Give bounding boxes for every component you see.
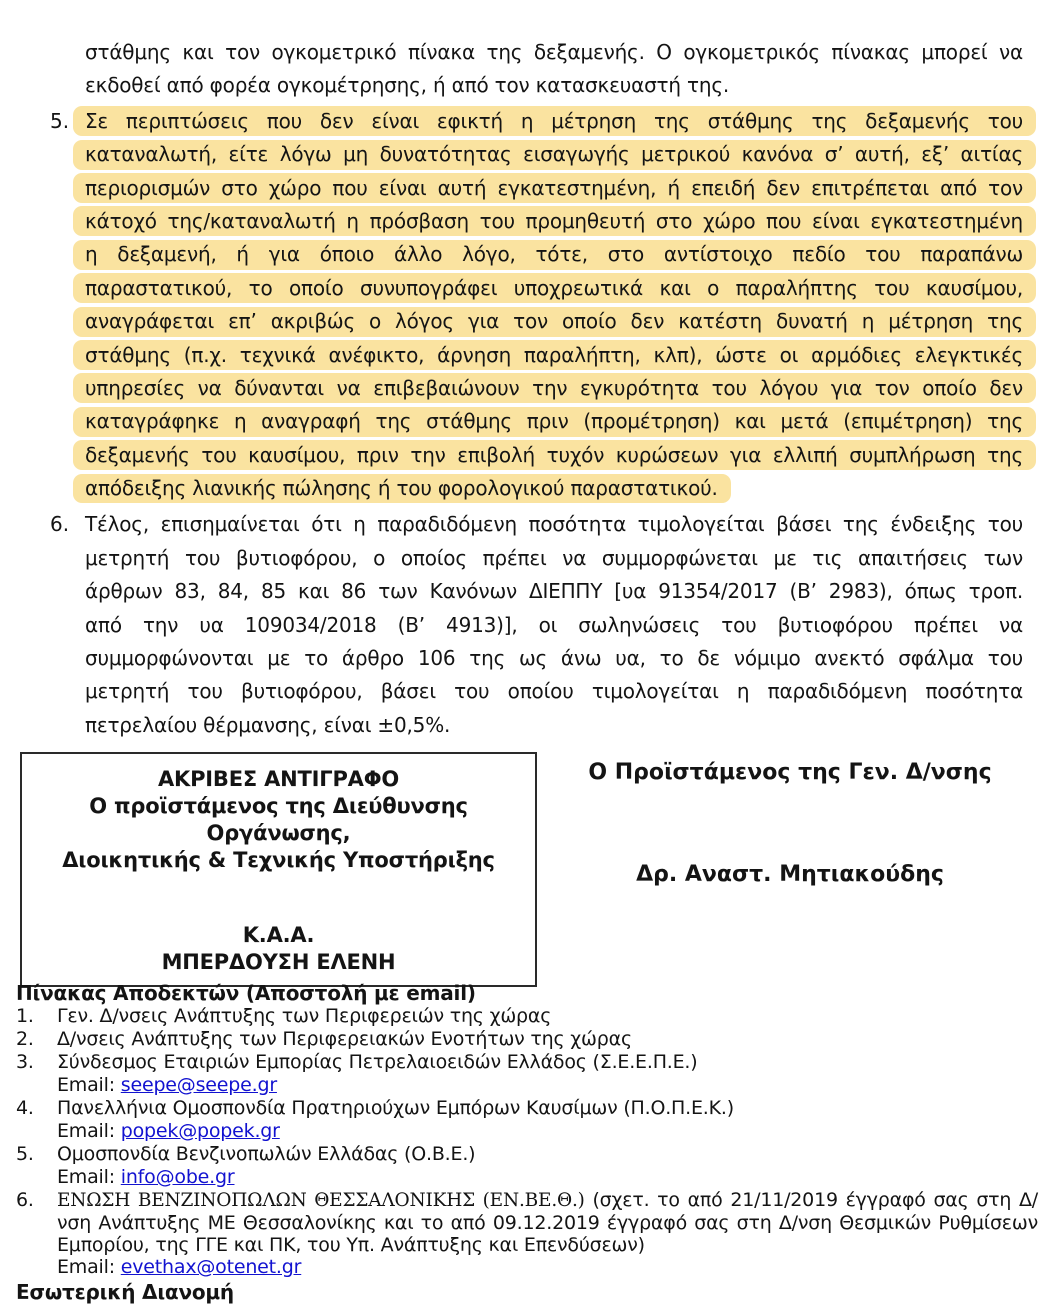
recipient-org-name: (σχετ. το από 21/11/2019 έγγραφό σας στη Δ/νση Ανάπτυξης ΜΕ Θεσσαλονίκης και το από 09.12.2019 έγγραφό σας στη Δ/νση Θεσμικών Ρυθμίσεων Εμπορίου, της ΓΓΕ και ΠΚ, του Υπ. Ανάπτυξης και Επενδύσεων) bbox=[57, 1189, 1039, 1256]
recipient-number: 4. bbox=[16, 1097, 34, 1119]
email-link[interactable]: popek@popek.gr bbox=[120, 1120, 280, 1142]
signature-signer-name: ΜΠΕΡΔΟΥΣΗ ΕΛΕΝΗ bbox=[161, 950, 396, 974]
highlighted-line: περιορισμών στο χώρο που είναι αυτή εγκατεστημένη, ή επειδή δεν επιτρέπεται από τον bbox=[85, 172, 1023, 205]
body-line: πετρελαίου θέρμανσης, είναι ±0,5%. bbox=[85, 712, 451, 737]
right-signature-name: Δρ. Αναστ. Μητιακούδης bbox=[636, 862, 944, 887]
recipient-text bbox=[57, 1097, 1038, 1120]
recipient-number: 5. bbox=[16, 1143, 34, 1165]
highlighted-line: καταναλωτή, είτε λόγω μη δυνατότητας εισαγωγής μετρικού κανόνα σ’ αυτή, εξ’ αιτίας bbox=[85, 138, 1023, 171]
body-line: άρθρων 83, 84, 85 και 86 των Κανόνων ΔΙΕΠΠΥ [υα 91354/2017 (Β’ 2983), όπως τροπ. bbox=[85, 579, 1023, 604]
highlighted-line: καταγράφηκε η αναγραφή της στάθμης πριν (προμέτρηση) και μετά (επιμέτρηση) της bbox=[85, 405, 1023, 438]
email-link[interactable]: seepe@seepe.gr bbox=[120, 1074, 277, 1096]
list-item-5 bbox=[50, 105, 1023, 506]
recipient-body bbox=[57, 1097, 1038, 1143]
recipient-org-serif: ΕΝΩΣΗ ΒΕΝΖΙΝΟΠΩΛΩΝ ΘΕΣΣΑΛΟΝΙΚΗΣ (ΕΝ.ΒΕ.Θ.) bbox=[57, 1190, 585, 1211]
list-item-5-number: 5. bbox=[50, 108, 70, 133]
recipient-body bbox=[57, 1189, 1038, 1279]
highlighted-line: απόδειξης λιανικής πώλησης ή του φορολογικού παραστατικού. bbox=[85, 472, 718, 505]
recipient-email-row bbox=[57, 1074, 1038, 1097]
highlighted-line: δεξαμενής του καυσίμου, πριν την επιβολή τυχόν κυρώσεων για ελλιπή συμπλήρωση της bbox=[85, 439, 1023, 472]
recipients-section bbox=[16, 981, 1038, 1304]
recipient-item bbox=[16, 1028, 1038, 1051]
certified-copy-box bbox=[20, 752, 537, 987]
recipient-body bbox=[57, 1005, 1038, 1028]
recipient-item bbox=[16, 1051, 1038, 1097]
recipients-list bbox=[16, 1005, 1038, 1279]
highlighted-paragraph bbox=[85, 105, 1023, 506]
body-line: μετρητή του βυτιοφόρου, ο οποίος πρέπει να συμμορφώνεται με τις απαιτήσεις των bbox=[85, 545, 1023, 570]
recipient-org-name: Σύνδεσμος Εταιριών Εμπορίας Πετρελαιοειδών Ελλάδος (Σ.Ε.Ε.Π.Ε.) bbox=[57, 1051, 698, 1073]
highlighted-line: η δεξαμενή, ή για όποιο άλλο λόγο, τότε, στο αντίστοιχο πεδίο του παραπάνω bbox=[85, 238, 1023, 271]
email-link[interactable]: info@obe.gr bbox=[120, 1166, 235, 1188]
recipient-email-row bbox=[57, 1256, 1038, 1279]
email-label: Email: bbox=[57, 1120, 121, 1142]
recipient-item bbox=[16, 1189, 1038, 1279]
highlighted-line: παραστατικού, το οποίο συνυπογράφει υποχρεωτικά και ο παραλήπτης του καυσίμου, bbox=[85, 272, 1023, 305]
recipient-org-name: Ομοσπονδία Βενζινοπωλών Ελλάδας (Ο.Β.Ε.) bbox=[57, 1143, 476, 1165]
internal-distribution-heading: Εσωτερική Διανομή bbox=[16, 1280, 234, 1304]
recipient-item bbox=[16, 1005, 1038, 1028]
recipient-number: 3. bbox=[16, 1051, 34, 1073]
recipient-org-name: Πανελλήνια Ομοσπονδία Πρατηριούχων Εμπόρων Καυσίμων (Π.Ο.Π.Ε.Κ.) bbox=[57, 1097, 734, 1119]
email-label: Email: bbox=[57, 1256, 121, 1278]
highlighted-line: στάθμης (π.χ. τεχνικά ανέφικτο, άρνηση παραλήπτη, κλπ), ώστε οι αρμόδιες ελεγκτικές bbox=[85, 339, 1023, 372]
highlighted-line: κάτοχό της/καταναλωτή η πρόσβαση του προμηθευτή στο χώρο που είναι εγκατεστημένη bbox=[85, 205, 1023, 238]
highlighted-line: αναγράφεται επ’ ακριβώς ο λόγος για τον οποίο δεν κατέστη δυνατή η μέτρηση της bbox=[85, 305, 1023, 338]
recipient-org-name: Γεν. Δ/νσεις Ανάπτυξης των Περιφερειών της χώρας bbox=[57, 1005, 552, 1027]
certified-copy-line: Διοικητικής & Τεχνικής Υποστήριξης bbox=[62, 848, 495, 872]
email-link[interactable]: evethax@otenet.gr bbox=[120, 1256, 302, 1278]
document-body bbox=[50, 36, 1023, 742]
intro-paragraph bbox=[85, 36, 1023, 103]
body-line: μετρητή του βυτιοφόρου, βάσει του οποίου τιμολογείται η παραδιδόμενη ποσότητα bbox=[85, 679, 1023, 704]
recipient-text bbox=[57, 1189, 1038, 1256]
certified-copy-line: Ο προϊστάμενος της Διεύθυνσης Οργάνωσης, bbox=[89, 794, 468, 845]
recipient-email-row bbox=[57, 1120, 1038, 1143]
recipient-item bbox=[16, 1097, 1038, 1143]
recipient-number: 1. bbox=[16, 1005, 34, 1027]
list-item-6-number: 6. bbox=[50, 512, 70, 537]
email-label: Email: bbox=[57, 1074, 121, 1096]
recipient-body bbox=[57, 1028, 1038, 1051]
body-line: από την υα 109034/2018 (Β’ 4913)], οι σωληνώσεις του βυτιοφόρου πρέπει να bbox=[85, 612, 1023, 637]
item-6-paragraph bbox=[85, 508, 1023, 742]
recipient-text bbox=[57, 1143, 1038, 1166]
recipient-text bbox=[57, 1051, 1038, 1074]
recipient-number: 2. bbox=[16, 1028, 34, 1050]
recipient-org-name: Δ/νσεις Ανάπτυξης των Περιφερειακών Ενοτήτων της χώρας bbox=[57, 1028, 632, 1050]
right-signature-title: Ο Προϊστάμενος της Γεν. Δ/νσης bbox=[588, 760, 992, 785]
list-item-6 bbox=[50, 508, 1023, 742]
body-line: Τέλος, επισημαίνεται ότι η παραδιδόμενη ποσότητα τιμολογείται βάσει της ένδειξης του bbox=[85, 512, 1023, 537]
highlighted-line: Σε περιπτώσεις που δεν είναι εφικτή η μέτρηση της στάθμης της δεξαμενής του bbox=[85, 105, 1023, 138]
recipient-text bbox=[57, 1028, 1038, 1051]
email-label: Email: bbox=[57, 1166, 121, 1188]
recipient-body bbox=[57, 1051, 1038, 1097]
body-line: στάθμης και τον ογκομετρικό πίνακα της δεξαμενής. Ο ογκομετρικός πίνακας μπορεί να bbox=[85, 40, 1023, 64]
highlighted-line: υπηρεσίες να δύνανται να επιβεβαιώνουν την εγκυρότητα του λόγου για τον οποίο δεν bbox=[85, 372, 1023, 405]
recipients-heading: Πίνακας Αποδεκτών (Αποστολή με email) bbox=[16, 981, 476, 1005]
recipient-item bbox=[16, 1143, 1038, 1189]
recipient-body bbox=[57, 1143, 1038, 1189]
body-line: συμμορφώνονται με το άρθρο 106 της ως άνω υα, το δε νόμιμο ανεκτό σφάλμα του bbox=[85, 646, 1023, 671]
signature-kaa: Κ.Α.Α. bbox=[242, 923, 315, 947]
body-line: εκδοθεί από φορέα ογκομέτρησης, ή από τον κατασκευαστή της. bbox=[85, 73, 730, 98]
recipient-email-row bbox=[57, 1166, 1038, 1189]
recipient-text bbox=[57, 1005, 1038, 1028]
certified-copy-heading-lines bbox=[22, 766, 535, 874]
certified-copy-line: ΑΚΡΙΒΕΣ ΑΝΤΙΓΡΑΦΟ bbox=[157, 767, 400, 791]
recipient-number: 6. bbox=[16, 1189, 34, 1211]
